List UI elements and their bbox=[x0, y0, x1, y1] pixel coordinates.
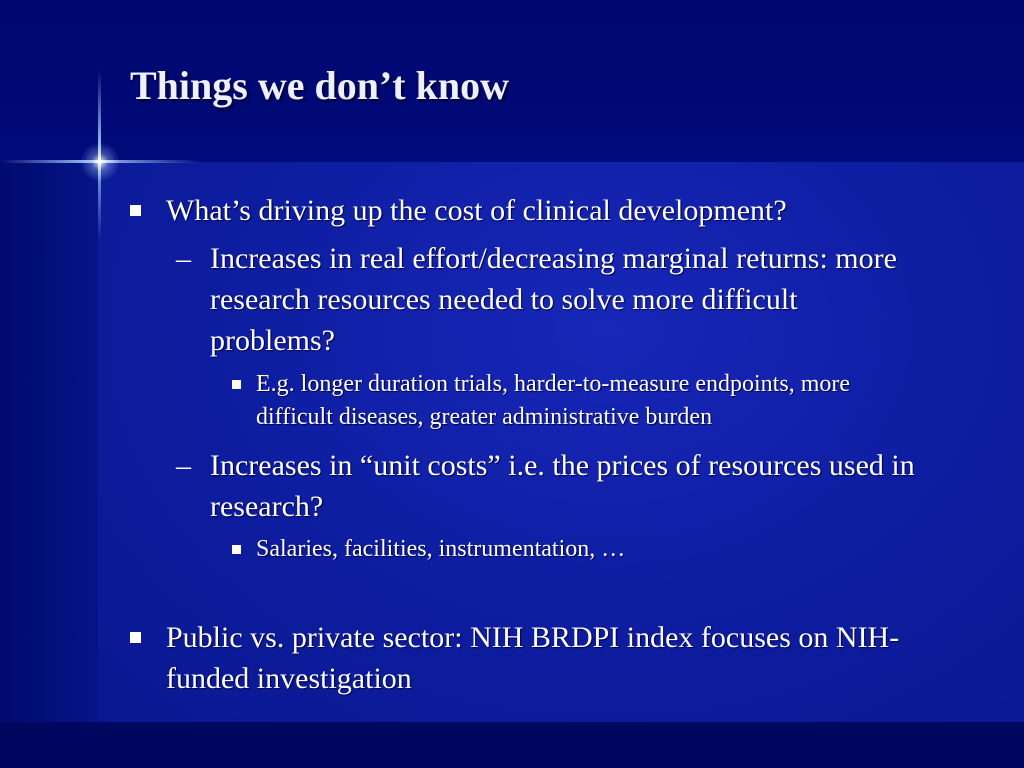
bullet-2-text: Public vs. private sector: NIH BRDPI index focuses on NIH-funded investigation bbox=[166, 621, 900, 695]
square-bullet-icon bbox=[130, 632, 141, 643]
slide-title: Things we don’t know bbox=[130, 63, 510, 108]
sub-bullet-1-1-text: Increases in real effort/decreasing marginal returns: more research resources needed to solve more difficult problems? bbox=[210, 242, 897, 357]
dash-bullet-icon: – bbox=[176, 449, 191, 482]
square-bullet-icon bbox=[130, 205, 141, 216]
left-margin-band bbox=[0, 162, 98, 724]
sub-bullet-1-2-text: Increases in “unit costs” i.e. the prices of resources used in research? bbox=[210, 449, 915, 523]
bullet-1-text: What’s driving up the cost of clinical development? bbox=[166, 194, 787, 227]
bottom-band bbox=[0, 722, 1024, 768]
dash-bullet-icon: – bbox=[176, 242, 191, 275]
square-bullet-icon bbox=[232, 545, 241, 554]
light-flare-glow bbox=[80, 142, 120, 182]
sub-sub-bullet-1-2-1-text: Salaries, facilities, instrumentation, … bbox=[256, 536, 626, 562]
sub-sub-bullet-1-1-1-text: E.g. longer duration trials, harder-to-measure endpoints, more difficult diseases, greater administrative burden bbox=[256, 371, 850, 430]
square-bullet-icon bbox=[232, 380, 241, 389]
